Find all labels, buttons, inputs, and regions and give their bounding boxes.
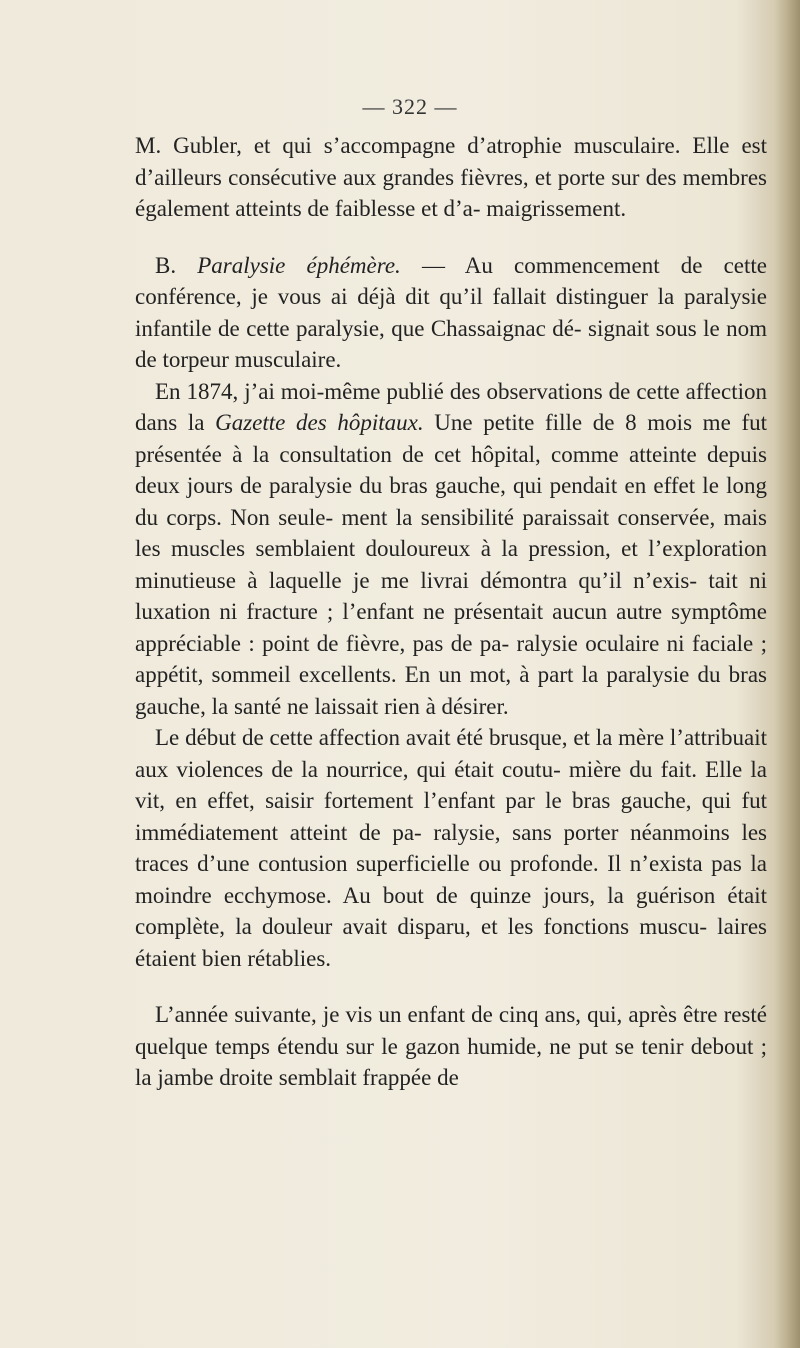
paragraph-5: L’année suivante, je vis un enfant de cinq ans, qui, après être resté quelque temps étendu sur le gazon humide, ne put se tenir debout ; la jambe droite semblait frappée de (135, 1002, 767, 1090)
section-title: Paralysie éphémère. (197, 252, 401, 278)
page-edge-shadow (774, 0, 800, 1348)
paragraph-4: Le début de cette affection avait été brusque, et la mère l’attribuait aux violences de la nourrice, qui était coutu- mière du fait. Elle la vit, en effet, saisir fortement l’enfant par le bras gauche, qui fut immédiatement atteint de pa- ralysie, sans porter néanmoins les traces d’une contusion superficielle ou profonde. Il n’exista pas la moindre ecchymose. Au bout de quinze jours, la guérison était complète, la douleur avait disparu, et les fonctions muscu- laires étaient bien rétablies. (135, 725, 767, 971)
paragraph-2 (135, 250, 767, 376)
page-number: — 322 — (362, 94, 458, 119)
paragraph-3-rest: Une petite fille de 8 mois me fut présentée à la consultation de cet hôpital, comme atteinte depuis deux jours de paralysie du bras gauche, qui pendait en effet le long du corps. Non seule- ment la sensibilité paraissait conservée, mais les muscles semblaient douloureux à la pression, et l’exploration minutieuse à laquelle je me livrai démontra qu’il n’exis- tait ni luxation ni fracture ; l’enfant ne présentait aucun autre symptôme appréciable : point de fièvre, pas de pa- ralysie oculaire ni faciale ; appétit, sommeil excellents. En un mot, à part la paralysie du bras gauche, la santé ne laissait rien à désirer. (135, 410, 768, 719)
paragraph-1: M. Gubler, et qui s’accompagne d’atrophie musculaire. Elle est d’ailleurs consécutive aux grandes fièvres, et porte sur des membres également atteints de faiblesse et d’a- maigrissement. (135, 133, 767, 221)
section-label: B. (155, 252, 177, 278)
paragraph-3 (135, 376, 767, 723)
page-text (135, 86, 767, 1094)
paragraph-2-text: — Au commencement de cette conférence, je vous ai déjà dit qu’il fallait distinguer la paralysie infantile de cette paralysie, que Chassaignac dé- signait sous le nom de torpeur musculaire. (135, 252, 768, 372)
journal-title: Gazette des hôpitaux. (215, 410, 424, 435)
paragraph-3-start: En 1874, j’ai moi-même publié des observations de cette affection dans la (135, 378, 767, 435)
